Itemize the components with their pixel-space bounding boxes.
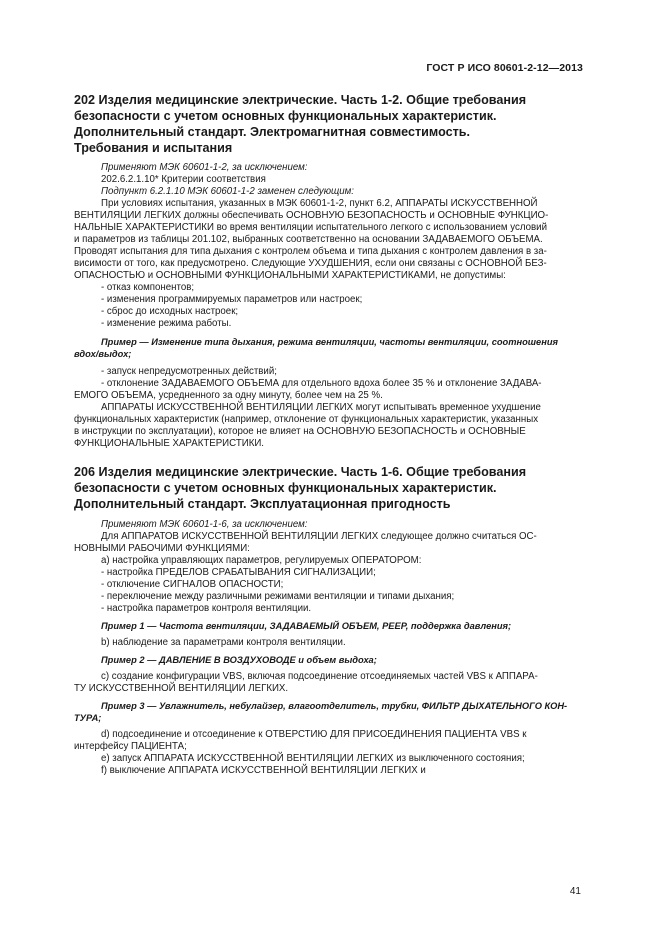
heading-line: безопасности с учетом основных функциональных характеристик.: [74, 481, 497, 495]
list-item: - запуск непредусмотренных действий;: [101, 366, 277, 377]
text-line: висимости от того, как предусмотрено. Следующие УХУДШЕНИЯ, если они связаны с ОСНОВНОЙ БЕЗ-: [74, 258, 547, 269]
text-line: НОВНЫМИ РАБОЧИМИ ФУНКЦИЯМИ:: [74, 543, 250, 554]
list-item: b) наблюдение за параметрами контроля вентиляции.: [101, 637, 346, 648]
heading-line: 202 Изделия медицинские электрические. Часть 1-2. Общие требования: [74, 93, 527, 107]
list-item: - настройка ПРЕДЕЛОВ СРАБАТЫВАНИЯ СИГНАЛИЗАЦИИ;: [101, 567, 376, 578]
page-content: [74, 92, 586, 777]
text-line: ОПАСНОСТЬЮ и ОСНОВНЫМИ ФУНКЦИОНАЛЬНЫМИ ХАРАКТЕРИСТИКАМИ, не допустимы:: [74, 270, 506, 281]
text-line: в инструкции по эксплуатации), которое не влияет на ОСНОВНУЮ БЕЗОПАСНОСТЬ и ОСНОВНЫЕ: [74, 426, 526, 437]
section-206-heading: [74, 464, 586, 512]
list-item: - сброс до исходных настроек;: [101, 306, 239, 317]
text-line: и параметров из таблицы 201.102, выбранных соответственно на основании ЗАДАВАЕМОГО ОБЪЕМА.: [74, 234, 543, 245]
list-item: интерфейсу ПАЦИЕНТА;: [74, 741, 187, 752]
page-number: 41: [569, 886, 581, 897]
applies-line: Применяют МЭК 60601-1-6, за исключением:: [101, 519, 308, 530]
section-202-heading: [74, 92, 586, 156]
list-item: c) создание конфигурации VBS, включая подсоединение отсоединяемых частей VBS к АППАРА-: [101, 671, 538, 682]
standard-header: ГОСТ Р ИСО 80601-2-12—2013: [426, 62, 583, 74]
example-line: Пример 2 — ДАВЛЕНИЕ В ВОЗДУХОВОДЕ и объем выдоха;: [101, 655, 377, 665]
clause-line: 202.6.2.1.10* Критерии соответствия: [101, 174, 266, 185]
example-line: Пример — Изменение типа дыхания, режима вентиляции, частоты вентиляции, соотношения: [101, 337, 558, 347]
list-item: - отключение СИГНАЛОВ ОПАСНОСТИ;: [101, 579, 284, 590]
example-line: Пример 3 — Увлажнитель, небулайзер, влагоотделитель, трубки, ФИЛЬТР ДЫХАТЕЛЬНОГО КОН-: [101, 701, 568, 711]
heading-line: 206 Изделия медицинские электрические. Часть 1-6. Общие требования: [74, 465, 527, 479]
heading-line: безопасности с учетом основных функциональных характеристик.: [74, 109, 497, 123]
list-item: - отклонение ЗАДАВАЕМОГО ОБЪЕМА для отдельного вдоха более 35 % и отклонение ЗАДАВА-: [101, 378, 542, 389]
list-item: d) подсоединение и отсоединение к ОТВЕРСТИЮ ДЛЯ ПРИСОЕДИНЕНИЯ ПАЦИЕНТА VBS к: [101, 729, 527, 740]
heading-line: Дополнительный стандарт. Эксплуатационная пригодность: [74, 497, 451, 511]
list-item: - переключение между различными режимами вентиляции и типами дыхания;: [101, 591, 455, 602]
example-line: ТУРА;: [74, 713, 102, 723]
list-item: ЕМОГО ОБЪЕМА, усредненного за одну минуту, более чем на 25 %.: [74, 390, 383, 401]
list-item: f) выключение АППАРАТА ИСКУССТВЕННОЙ ВЕНТИЛЯЦИИ ЛЕГКИХ и: [101, 765, 426, 776]
heading-line: Требования и испытания: [74, 141, 233, 155]
list-item: - изменение режима работы.: [101, 318, 232, 329]
list-item: - изменения программируемых параметров или настроек;: [101, 294, 363, 305]
text-line: При условиях испытания, указанных в МЭК 60601-1-2, пункт 6.2, АППАРАТЫ ИСКУССТВЕННОЙ: [101, 198, 538, 209]
text-line: функциональных характеристик (например, отклонение от функциональных характеристик, указанных: [74, 414, 539, 425]
list-item: ТУ ИСКУССТВЕННОЙ ВЕНТИЛЯЦИИ ЛЕГКИХ.: [74, 683, 289, 694]
text-line: АППАРАТЫ ИСКУССТВЕННОЙ ВЕНТИЛЯЦИИ ЛЕГКИХ могут испытывать временное ухудшение: [101, 402, 541, 413]
list-item: e) запуск АППАРАТА ИСКУССТВЕННОЙ ВЕНТИЛЯЦИИ ЛЕГКИХ из выключенного состояния;: [101, 753, 525, 764]
text-line: ВЕНТИЛЯЦИИ ЛЕГКИХ должны обеспечивать ОСНОВНУЮ БЕЗОПАСНОСТЬ и ОСНОВНЫЕ ФУНКЦИО-: [74, 210, 549, 221]
list-item: - настройка параметров контроля вентиляции.: [101, 603, 312, 614]
text-line: ФУНКЦИОНАЛЬНЫЕ ХАРАКТЕРИСТИКИ.: [74, 438, 264, 449]
list-item: a) настройка управляющих параметров, регулируемых ОПЕРАТОРОМ:: [101, 555, 422, 566]
heading-line: Дополнительный стандарт. Электромагнитная совместимость.: [74, 125, 471, 139]
example-line: вдох/выдох;: [74, 349, 132, 359]
applies-line: Применяют МЭК 60601-1-2, за исключением:: [101, 162, 308, 173]
subclause-line: Подпункт 6.2.1.10 МЭК 60601-1-2 заменен следующим:: [101, 186, 354, 197]
list-item: - отказ компонентов;: [101, 282, 195, 293]
example-line: Пример 1 — Частота вентиляции, ЗАДАВАЕМЫЙ ОБЪЕМ, PEEP, поддержка давления;: [101, 621, 512, 631]
text-line: НАЛЬНЫЕ ХАРАКТЕРИСТИКИ во время вентиляции испытательного легкого с использованием условий: [74, 222, 547, 233]
text-line: Для АППАРАТОВ ИСКУССТВЕННОЙ ВЕНТИЛЯЦИИ ЛЕГКИХ следующее должно считаться ОС-: [101, 531, 537, 542]
text-line: Проводят испытания для типа дыхания с контролем объема и типа дыхания с контролем давления в за-: [74, 246, 547, 257]
